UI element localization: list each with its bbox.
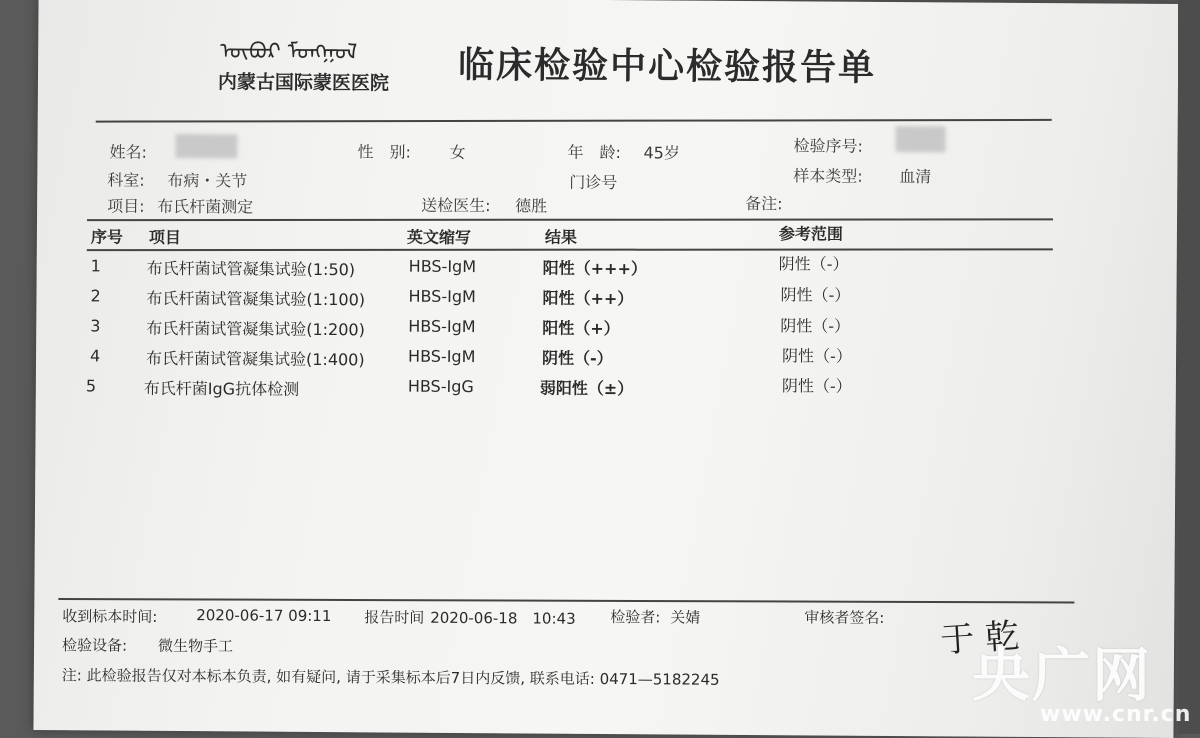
row-2-abbr: HBS-IgM [408, 286, 476, 307]
gender-label: 性 别: [357, 142, 411, 162]
remark-label: 备注: [745, 193, 783, 214]
row-5-item: 布氏杆菌IgG抗体检测 [143, 378, 300, 399]
background-edge [1178, 0, 1200, 734]
dept-value: 布病・关节 [167, 170, 248, 191]
equipment-label: 检验设备: [61, 636, 128, 655]
row-2-result: 阳性（++） [542, 288, 634, 309]
reviewer-signature: 于 乾 [939, 616, 1021, 662]
row-1-result: 阳性（+++） [542, 258, 647, 279]
received-value: 2020-06-17 09:11 [196, 606, 332, 626]
disclaimer-note: 注: 此检验报告仅对本标本负责, 如有疑问, 请于采集标本后7日内反馈, 联系电话: 0471—5182245 [61, 666, 720, 689]
row-3-abbr: HBS-IgM [408, 316, 476, 337]
row-2-reference: 阴性（-） [780, 285, 851, 305]
doctor-value: 德胜 [515, 196, 548, 216]
row-2-item: 布氏杆菌试管凝集试验(1:100) [146, 288, 366, 310]
row-2-no: 2 [90, 286, 101, 306]
col-header-item: 项目 [148, 227, 181, 248]
footer-divider [58, 598, 1074, 603]
report-time-value: 2020-06-18 10:43 [430, 608, 576, 628]
age-label: 年 龄: [567, 142, 621, 163]
dept-label: 科室: [107, 170, 145, 190]
row-3-result: 阳性（+） [542, 318, 620, 339]
item-value: 布氏杆菌测定 [157, 196, 254, 217]
row-1-no: 1 [90, 256, 101, 276]
row-3-reference: 阴性（-） [780, 316, 851, 336]
mongolian-script-logo: ᠦᠪᠦᠷ ᠮᠣᠩᠭᠣᠯ [220, 39, 358, 66]
watermark-url: www.cnr.cn [1040, 702, 1192, 727]
row-4-no: 4 [89, 346, 101, 366]
sample-value: 血清 [899, 167, 932, 187]
doctor-label: 送检医生: [421, 195, 491, 216]
sample-label: 样本类型: [793, 166, 863, 186]
report-time-label: 报告时间 [364, 608, 425, 627]
row-5-abbr: HBS-IgG [407, 376, 474, 397]
age-value: 45岁 [643, 143, 680, 163]
col-header-reference: 参考范围 [778, 224, 844, 244]
outpatient-label: 门诊号 [569, 172, 618, 193]
redacted-seq [896, 126, 946, 152]
table-header-divider [87, 248, 1053, 250]
item-label: 项目: [107, 196, 145, 216]
hospital-name: 内蒙古国际蒙医医院 [217, 71, 390, 95]
table-top-divider [87, 218, 1053, 220]
row-4-item: 布氏杆菌试管凝集试验(1:400) [145, 348, 365, 370]
received-label: 收到标本时间: [62, 607, 158, 626]
tester-label: 检验者: [610, 608, 661, 627]
row-1-reference: 阴性（-） [778, 254, 849, 274]
reviewer-label: 审核者签名: [804, 608, 885, 627]
row-1-abbr: HBS-IgM [408, 256, 477, 277]
name-label: 姓名: [109, 142, 147, 162]
row-4-abbr: HBS-IgM [408, 346, 476, 367]
row-4-reference: 阴性（-） [782, 346, 852, 366]
header-divider [96, 119, 1052, 122]
row-3-item: 布氏杆菌试管凝集试验(1:200) [146, 318, 365, 340]
report-title: 临床检验中心检验报告单 [457, 44, 877, 89]
seq-label: 检验序号: [793, 136, 864, 156]
row-5-reference: 阴性（-） [781, 376, 852, 396]
row-1-item: 布氏杆菌试管凝集试验(1:50) [146, 258, 356, 280]
equipment-value: 微生物手工 [157, 636, 234, 656]
tester-value: 关婧 [670, 608, 701, 627]
redacted-name [175, 134, 237, 158]
row-4-result: 阴性（-） [541, 348, 613, 369]
col-header-no: 序号 [90, 227, 123, 247]
watermark-brand: 央广网 [972, 641, 1153, 709]
gender-value: 女 [449, 142, 466, 163]
col-header-result: 结果 [544, 227, 577, 247]
row-3-no: 3 [90, 316, 101, 336]
row-5-no: 5 [85, 376, 97, 396]
row-5-result: 弱阳性（±） [539, 378, 634, 399]
col-header-abbr: 英文缩写 [406, 227, 471, 248]
